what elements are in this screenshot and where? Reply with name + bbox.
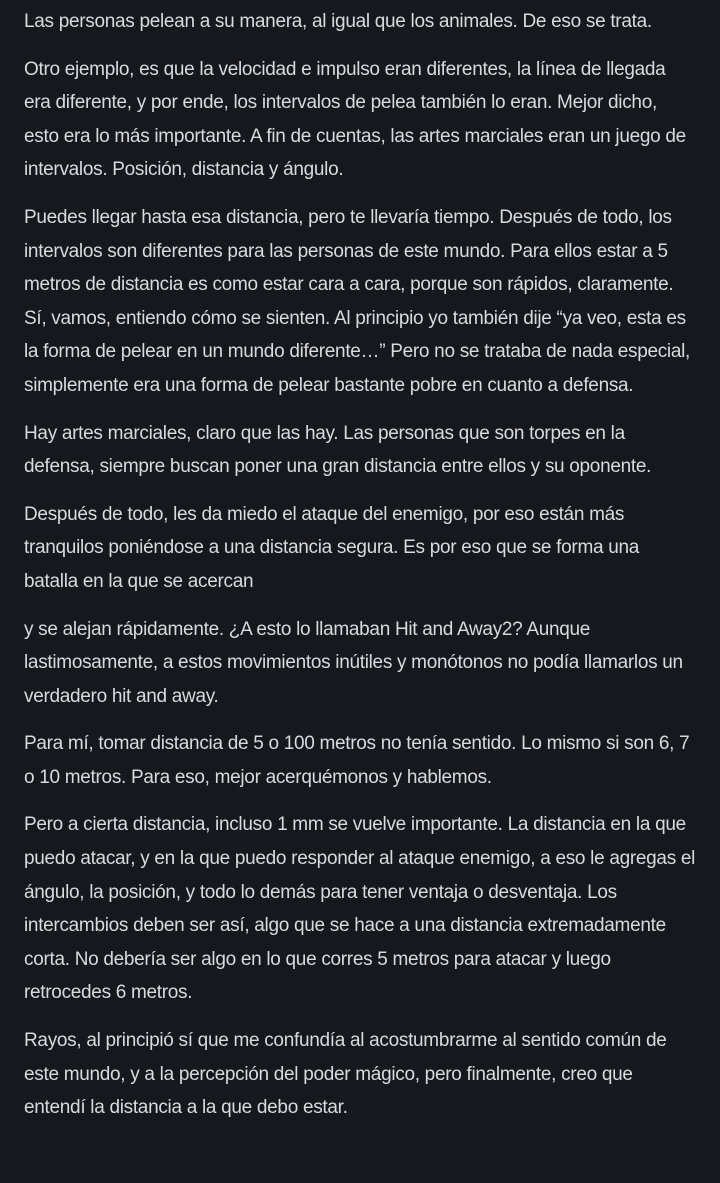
paragraph: Las personas pelean a su manera, al igual que los animales. De eso se trata. — [24, 11, 652, 32]
paragraph: Hay artes marciales, claro que las hay. Las personas que son torpes en la defensa, siempre buscan poner una gran distancia entre ellos y su oponente. — [24, 422, 652, 478]
paragraph: Rayos, al principió sí que me confundía al acostumbrarme al sentido común de este mundo, y a la percepción del poder mágico, pero finalmente, creo que entendí la distancia a la que debo estar. — [24, 1030, 667, 1119]
paragraph: Otro ejemplo, es que la velocidad e impulso eran diferentes, la línea de llegada era diferente, y por ende, los intervalos de pelea también lo eran. Mejor dicho, esto era lo más importante. A fin de cuentas, las artes marciales eran un juego de intervalos. Posición, distancia y ángulo. — [24, 58, 686, 181]
paragraph: Después de todo, les da miedo el ataque del enemigo, por eso están más tranquilos poniéndose a una distancia segura. Es por eso que se forma una batalla en la que se acercan — [24, 503, 640, 592]
paragraph: Pero a cierta distancia, incluso 1 mm se vuelve importante. La distancia en la que puedo atacar, y en la que puedo responder al ataque enemigo, a eso le agregas el ángulo, la posición, y todo lo demás para tener ventaja o desventaja. Los intercambios deben ser así, algo que se hace a una distancia extremadamente corta. No debería ser algo en lo que corres 5 metros para atacar y luego retrocedes 6 metros. — [24, 814, 696, 1004]
paragraph: Puedes llegar hasta esa distancia, pero te llevaría tiempo. Después de todo, los intervalos son diferentes para las personas de este mundo. Para ellos estar a 5 metros de distancia es como estar cara a cara, porque son rápidos, claramente. Sí, vamos, entiendo cómo se sienten. Al principio yo también dije “ya veo, esta es la forma de pelear en un mundo diferente…” Pero no se trataba de nada especial, simplemente era una forma de pelear bastante pobre en cuanto a defensa. — [24, 206, 691, 396]
paragraph: Para mí, tomar distancia de 5 o 100 metros no tenía sentido. Lo mismo si son 6, 7 o 10 metros. Para eso, mejor acerquémonos y hablemos. — [24, 733, 690, 788]
paragraph: y se alejan rápidamente. ¿A esto lo llamaban Hit and Away2? Aunque lastimosamente, a estos movimientos inútiles y monótonos no podía llamarlos un verdadero hit and away. — [24, 618, 683, 707]
